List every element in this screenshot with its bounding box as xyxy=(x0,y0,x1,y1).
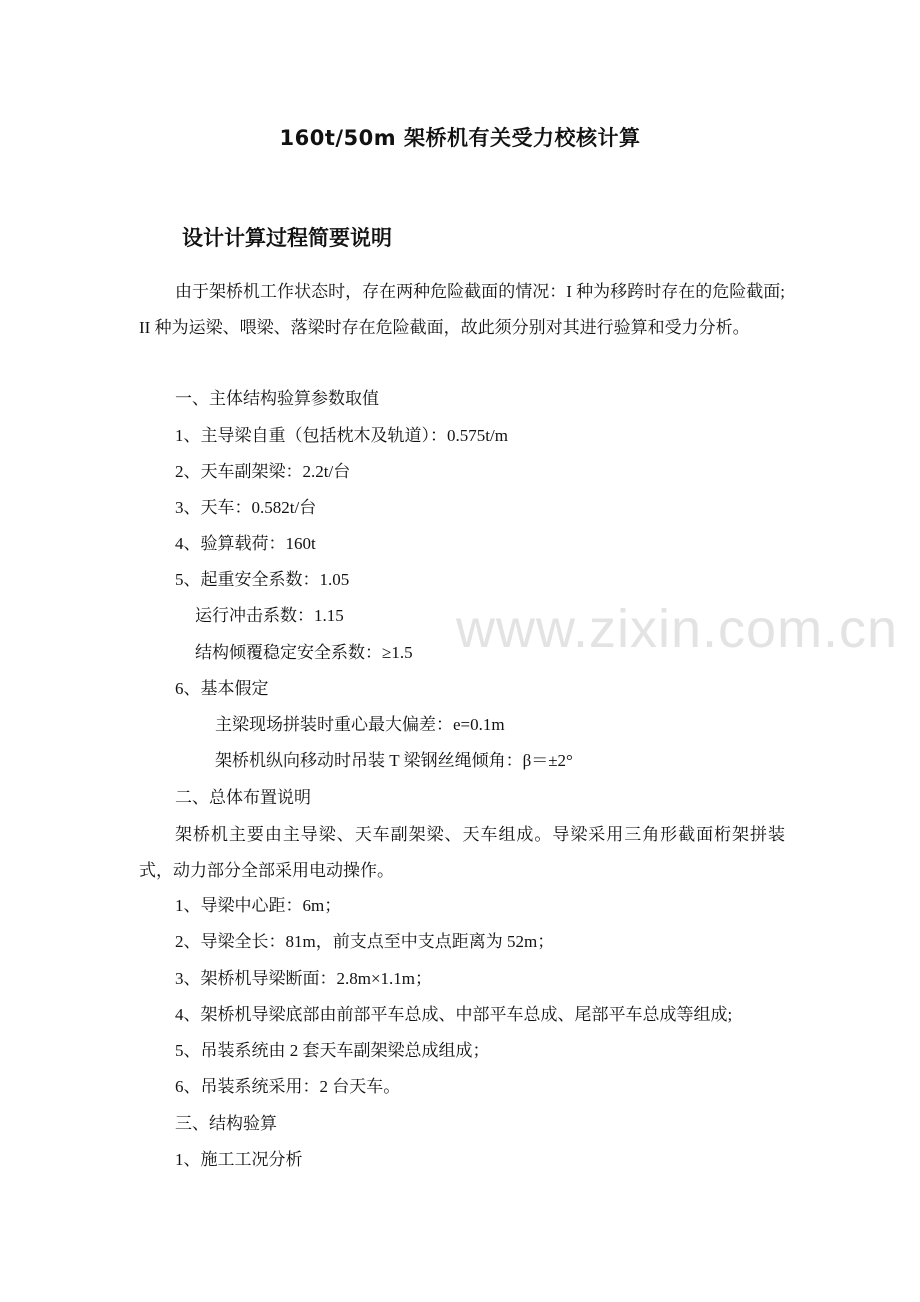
param-item: 5、起重安全系数：1.05 xyxy=(175,570,350,589)
intro-paragraph: 由于架桥机工作状态时，存在两种危险截面的情况：I 种为移跨时存在的危险截面; II 种为运梁、喂梁、落梁时存在危险截面，故此须分别对其进行验算和受力分析。 xyxy=(139,282,785,337)
section-2-title: 二、总体布置说明 xyxy=(175,788,311,807)
section-heading: 设计计算过程简要说明 xyxy=(182,226,392,250)
layout-item: 5、吊装系统由 2 套天车副架梁总成组成； xyxy=(175,1041,490,1060)
layout-item: 3、架桥机导梁断面：2.8m×1.1m； xyxy=(175,969,433,988)
section-3-title: 三、结构验算 xyxy=(175,1114,277,1133)
layout-item: 2、导梁全长：81m，前支点至中支点距离为 52m； xyxy=(175,932,555,951)
layout-item: 1、导梁中心距：6m； xyxy=(175,896,342,915)
layout-item: 6、吊装系统采用：2 台天车。 xyxy=(175,1077,401,1096)
param-subitem: 运行冲击系数：1.15 xyxy=(195,606,344,625)
param-item: 3、天车：0.582t/台 xyxy=(175,498,317,517)
layout-item: 4、架桥机导梁底部由前部平车总成、中部平车总成、尾部平车总成等组成; xyxy=(175,1005,733,1024)
param-item: 4、验算载荷：160t xyxy=(175,534,316,553)
watermark: www.zixin.com.cn xyxy=(456,599,899,659)
analysis-item: 1、施工工况分析 xyxy=(175,1150,303,1169)
section-1-title: 一、主体结构验算参数取值 xyxy=(175,389,379,408)
param-subitem: 结构倾覆稳定安全系数：≥1.5 xyxy=(195,643,413,662)
param-item: 6、基本假定 xyxy=(175,679,269,698)
assumption-item: 主梁现场拼装时重心最大偏差：e=0.1m xyxy=(215,715,505,734)
param-item: 2、天车副架梁：2.2t/台 xyxy=(175,462,351,481)
assumption-item: 架桥机纵向移动时吊装 T 梁钢丝绳倾角：β＝±2° xyxy=(215,751,573,770)
document-title: 160t/50m 架桥机有关受力校核计算 xyxy=(279,126,641,150)
param-item: 1、主导梁自重（包括枕木及轨道）：0.575t/m xyxy=(175,426,508,445)
layout-paragraph: 架桥机主要由主导梁、天车副架梁、天车组成。导梁采用三角形截面桁架拼装式，动力部分全部采用电动操作。 xyxy=(139,825,785,880)
